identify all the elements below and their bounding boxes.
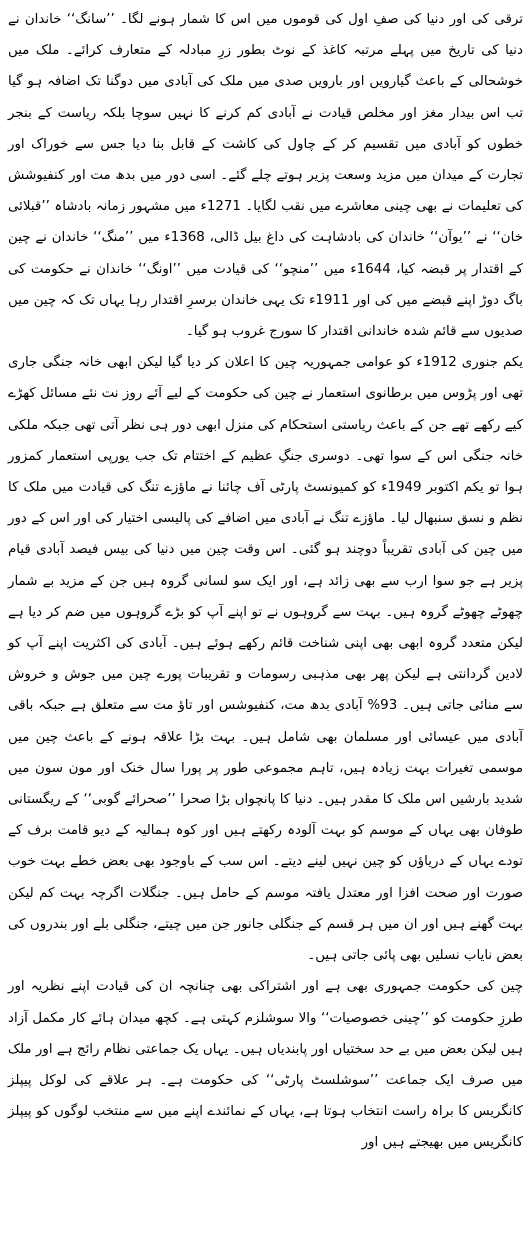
paragraph-1: ترقی کی اور دنیا کی صفِ اول کی قوموں میں اس کا شمار ہونے لگا۔ ’’سانگ‘‘ خاندان نے دنیا کی تاریخ میں پہلے مرتبہ کاغذ کے نوٹ بطور زرِ مبادلہ کے متعارف کرائے۔ ملک میں خوشحالی کے باعث گیارویں اور بارویں صدی میں ملک کی آبادی میں دوگنا تک اضافہ ہو گیا تب اس بیدار مغز اور مخلص قیادت نے آبادی کم کرنے کا نہیں سوچا بلکہ ریاست کے بنجر خطوں کو آبادی میں تقسیم کر کے چاول کی کاشت کے قابل بنا دیا جس سے خوراک اور تجارت کے میدان میں مزید وسعت پزیر ہوتے چلے گئے۔ اسی دور میں بدھ مت اور کنفیوشش کی تعلیمات نے بھی چینی معاشرے میں نقب لگایا۔ 1271ء میں مشہور زمانہ بادشاہ ’’قبلائی خان‘‘ نے ’’یوآن‘‘ خاندان کی بادشاہت کی داغ بیل ڈالی، 1368ء میں ’’منگ‘‘ خاندان نے چین کے اقتدار پر قبضہ کیا، 1644ء میں ’’منچو‘‘ کی قیادت میں ’’اونگ‘‘ خاندان نے حکومت کی باگ دوڑ اپنے قبضے میں کی اور 1911ء تک یہی خاندان برسرِ اقتدار رہا یہاں تک کہ چین میں صدیوں سے قائم شدہ خاندانی اقتدار کا سورج غروب ہو گیا۔ <box>8 12 524 340</box>
paragraph-3: چین کی حکومت جمہوری بھی ہے اور اشتراکی بھی چنانچہ ان کی قیادت اپنے نظریہ اور طرزِ حکومت کو ’’چینی خصوصیات‘‘ والا سوشلزم کہتی ہے۔ کچھ میدان ہائے کار مکمل آزاد ہیں لیکن بعض میں بے حد سختیاں اور پابندیاں ہیں۔ یہاں یک جماعتی نظام رائج ہے اور ملک میں صرف ایک جماعت ’’سوشلسٹ پارٹی‘‘ کی حکومت ہے۔ ہر علاقے کی لوکل پیپلز کانگریس کا براہ راست انتخاب ہوتا ہے، یہاں کے نمائندے اپنے میں سے منتخب لوگوں کو پیپلز کانگریس میں بھیجتے ہیں اور <box>8 979 523 1151</box>
paragraph-2: یکم جنوری 1912ء کو عوامی جمہوریہ چین کا اعلان کر دیا گیا لیکن ابھی خانہ جنگی جاری تھی اور پڑوس میں برطانوی استعمار نے چین کی حکومت کے لیے آئے روز نت نئے مسائل کھڑے کیے رکھے تھے جن کے باعث ریاستی استحکام کی منزل ابھی دور ہی نظر آتی تھی جبکہ ملکی خانہ جنگی اس کے سوا تھی۔ دوسری جنگِ عظیم کے اختتام تک جب یورپی استعمار کمزور ہوا تو یکم اکتوبر 1949ء کو کمیونسٹ پارٹی آف چائنا نے ماؤزے تنگ کی قیادت میں ملک کا نظم و نسق سنبھال لیا۔ ماؤزے تنگ نے آبادی میں اضافے کی پالیسی اختیار کی اور اس کے دور میں چین کی آبادی تقریباً دوچند ہو گئی۔ اس وقت چین میں دنیا کی بیس فیصد آبادی قیام پزیر ہے جو سوا ارب سے بھی زائد ہے، اور ایک سو لسانی گروہ ہیں جن کے مزید بے شمار چھوٹے چھوٹے گروہ ہیں۔ بہت سے گروہوں نے تو اپنے آپ کو بڑے گروہوں میں ضم کر دیا ہے لیکن متعدد گروہ ابھی بھی اپنی شناخت قائم رکھے ہوئے ہیں۔ آبادی کی اکثریت اپنے آپ کو لادین گردانتی ہے لیکن پھر بھی مذہبی رسومات و تقریبات پورے چین میں جوش و خروش سے منائی جاتی ہیں۔ 93% آبادی بدھ مت، کنفیوشس اور تاؤ مت سے متعلق ہے جبکہ باقی آبادی میں عیسائی اور مسلمان بھی شامل ہیں۔ بہت بڑا علاقہ ہونے کے باعث چین میں موسمی تغیرات بہت زیادہ ہیں، تاہم مجموعی طور پر پورا سال خنک اور مون سون میں شدید بارشیں اس ملک کا مقدر ہیں۔ دنیا کا پانچواں بڑا صحرا ’’صحرائے گوبی‘‘ کے ریگستانی طوفان بھی یہاں کے موسم کو بہت آلودہ رکھتے ہیں اور کوہ ہمالیہ کے دیو قامت برف کے تودے یہاں کے دریاؤں کو چین نہیں لینے دیتے۔ اس سب کے باوجود بھی بعض خطے بہت خوب صورت اور صحت افزا اور معتدل یافتہ موسم کے حامل ہیں۔ جنگلات اگرچہ بہت کم لیکن بہت گھنے ہیں اور ان میں ہر قسم کے جنگلی جانور جن میں چیتے، جنگلی بلے اور بندروں کی بعض نایاب نسلیں بھی پائی جاتی ہیں۔ <box>8 355 524 964</box>
